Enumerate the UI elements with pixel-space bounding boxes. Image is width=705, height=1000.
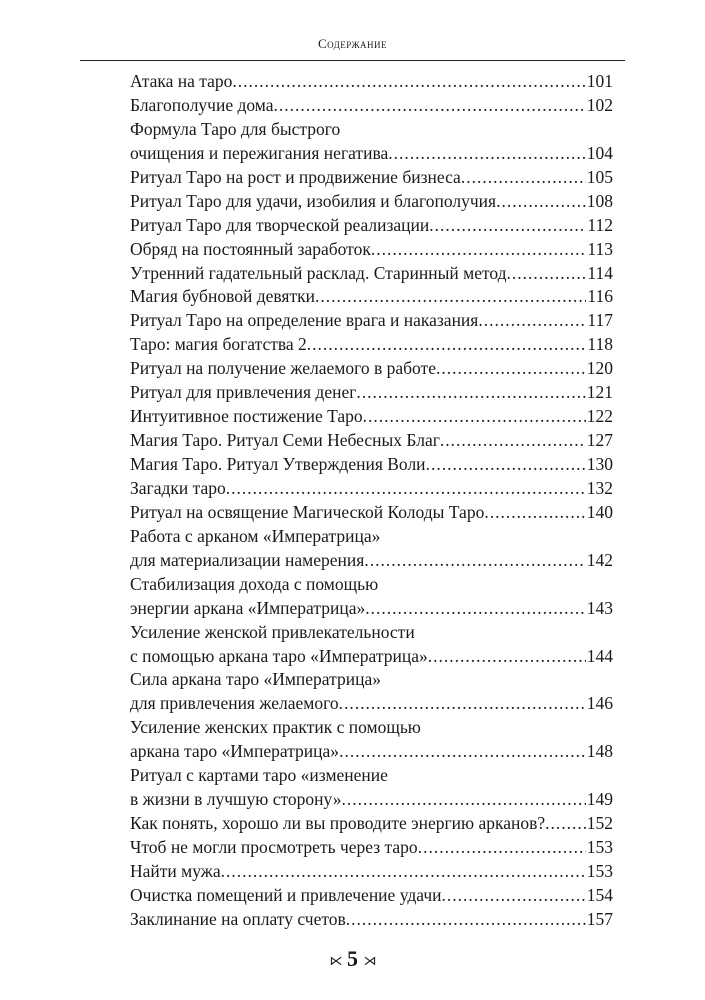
toc-entry-line (130, 357, 613, 381)
toc-entry-title: Ритуал с картами таро «изменение (130, 765, 388, 786)
toc-entry[interactable] (130, 94, 613, 118)
toc-entry-page: 118 (587, 334, 613, 355)
toc-entry-page: 116 (587, 286, 613, 307)
toc-entry-title: Как понять, хорошо ли вы проводите энергию арканов? (130, 813, 546, 834)
page-footer (0, 946, 705, 972)
toc-entry-page: 157 (586, 908, 613, 929)
toc-entry-page: 108 (586, 190, 613, 211)
toc-entry[interactable] (130, 812, 613, 836)
ornament-right-icon: ⋊ (363, 952, 376, 968)
toc-entry-page: 144 (586, 645, 613, 666)
toc-entry-page: 142 (586, 549, 613, 570)
dot-leader (363, 405, 586, 429)
toc-entry-title: Ритуал Таро для творческой реализации (130, 214, 430, 235)
dot-leader (418, 836, 586, 860)
toc-entry-page: 152 (586, 813, 613, 834)
toc-entry-line (130, 836, 613, 860)
toc-entry[interactable] (130, 884, 613, 908)
toc-entry[interactable] (130, 621, 613, 669)
toc-entry-line (130, 764, 613, 788)
toc-entry-page: 104 (586, 142, 613, 163)
dot-leader (365, 597, 586, 621)
toc-entry-title: Усиление женской привлекательности (130, 621, 415, 642)
toc-entry-line (130, 692, 613, 716)
toc-entry[interactable] (130, 860, 613, 884)
dot-leader (356, 381, 585, 405)
toc-entry[interactable] (130, 477, 613, 501)
dot-leader (371, 238, 587, 262)
toc-entry-line (130, 884, 613, 908)
toc-entry-page: 105 (586, 166, 613, 187)
toc-entry-title: Формула Таро для быстрого (130, 118, 341, 139)
toc-entry-line (130, 166, 613, 190)
dot-leader (315, 285, 586, 309)
toc-entry[interactable] (130, 214, 613, 238)
toc-entry-title: Заклинание на оплату счетов (130, 908, 346, 929)
toc-entry-line (130, 94, 613, 118)
toc-entry-title: Загадки таро (130, 477, 226, 498)
dot-leader (441, 884, 585, 908)
toc-entry-line (130, 549, 613, 573)
toc-entry-line (130, 621, 613, 645)
table-of-contents (130, 70, 613, 932)
dot-leader (429, 214, 586, 238)
toc-entry-line (130, 262, 613, 286)
toc-entry-title: Очистка помещений и привлечение удачи (130, 884, 442, 905)
toc-entry-line (130, 214, 613, 238)
toc-entry-page: 140 (586, 501, 613, 522)
toc-entry-page: 117 (587, 310, 613, 331)
toc-entry-line (130, 333, 613, 357)
toc-entry-line (130, 501, 613, 525)
toc-entry-line (130, 788, 613, 812)
toc-entry-page: 101 (586, 71, 613, 91)
toc-entry-line (130, 597, 613, 621)
toc-entry[interactable] (130, 764, 613, 812)
toc-entry-title: Благополучие дома (130, 94, 274, 115)
toc-entry-title: Ритуал на получение желаемого в работе (130, 358, 436, 379)
toc-entry-title: Ритуал Таро для удачи, изобилия и благополучия (130, 190, 497, 211)
toc-entry-line (130, 645, 613, 669)
toc-entry-title: Чтоб не могли просмотреть через таро (130, 837, 418, 857)
dot-leader (545, 812, 586, 836)
toc-entry-title: Усиление женских практик с помощью (130, 717, 421, 738)
toc-entry-page: 127 (586, 430, 613, 451)
toc-entry-page: 149 (586, 789, 613, 810)
toc-entry[interactable] (130, 573, 613, 621)
toc-entry[interactable] (130, 836, 613, 860)
toc-entry-line (130, 860, 613, 884)
toc-entry[interactable] (130, 525, 613, 573)
toc-entry-line (130, 429, 613, 453)
toc-entry-title: Стабилизация дохода с помощью (130, 573, 379, 594)
dot-leader (478, 309, 586, 333)
toc-entry-page: 153 (586, 860, 613, 881)
toc-entry-page: 114 (587, 262, 613, 283)
toc-entry[interactable] (130, 118, 613, 166)
toc-entry-page: 113 (587, 238, 613, 259)
toc-entry-line (130, 190, 613, 214)
toc-entry-page: 112 (587, 214, 613, 235)
running-header: Содержание (317, 36, 388, 51)
toc-entry[interactable] (130, 716, 613, 764)
dot-leader (232, 70, 585, 94)
toc-entry-title: Работа с арканом «Императрица» (130, 525, 381, 546)
toc-entry-page: 122 (586, 406, 613, 427)
toc-entry[interactable] (130, 357, 613, 381)
toc-entry-title: Ритуал Таро на определение врага и наказания (130, 310, 479, 331)
dot-leader (484, 501, 585, 525)
toc-entry-line (130, 740, 613, 764)
toc-entry-title: Обряд на постоянный заработок (130, 238, 371, 259)
toc-entry-line (130, 477, 613, 501)
toc-entry-page: 120 (586, 358, 613, 379)
toc-entry-title: в жизни в лучшую сторону» (130, 789, 342, 810)
toc-entry-title: Найти мужа (130, 860, 221, 881)
toc-entry-title: для привлечения желаемого (130, 693, 339, 714)
dot-leader (341, 788, 585, 812)
toc-entry-line (130, 118, 613, 142)
dot-leader (339, 740, 586, 764)
dot-leader (496, 190, 586, 214)
toc-entry-title: аркана таро «Императрица» (130, 741, 340, 762)
toc-entry-page: 130 (586, 454, 613, 474)
toc-entry-page: 143 (586, 597, 613, 618)
toc-entry-line (130, 142, 613, 166)
toc-entry[interactable] (130, 333, 613, 357)
toc-entry-title: Ритуал для привлечения денег (130, 382, 357, 403)
toc-entry-line (130, 573, 613, 597)
dot-leader (226, 477, 586, 501)
toc-entry-line (130, 405, 613, 429)
dot-leader (426, 453, 586, 477)
toc-entry-title: очищения и пережигания негатива (130, 142, 389, 163)
toc-entry-page: 148 (586, 741, 613, 762)
toc-entry[interactable] (130, 166, 613, 190)
ornament-left-icon: ⋉ (329, 952, 342, 968)
toc-entry-line (130, 668, 613, 692)
toc-entry-page: 154 (586, 884, 613, 905)
toc-entry[interactable] (130, 908, 613, 932)
dot-leader (307, 333, 587, 357)
toc-entry-line (130, 285, 613, 309)
header-rule (80, 60, 625, 61)
toc-entry[interactable] (130, 70, 613, 94)
toc-entry[interactable] (130, 453, 613, 477)
toc-entry-line (130, 525, 613, 549)
dot-leader (436, 357, 586, 381)
dot-leader (339, 692, 586, 716)
toc-entry-page: 132 (586, 477, 613, 498)
toc-entry[interactable] (130, 285, 613, 309)
toc-entry-line (130, 812, 613, 836)
toc-entry-page: 102 (586, 94, 613, 115)
dot-leader (428, 645, 586, 669)
toc-entry-title: Магия Таро. Ритуал Семи Небесных Благ (130, 430, 440, 451)
toc-entry-title: Атака на таро (130, 71, 233, 91)
toc-entry[interactable] (130, 309, 613, 333)
toc-entry-line (130, 716, 613, 740)
toc-entry-page: 121 (586, 382, 613, 403)
dot-leader (388, 142, 586, 166)
dot-leader (346, 908, 586, 932)
toc-entry-line (130, 381, 613, 405)
toc-entry-line (130, 238, 613, 262)
toc-entry[interactable] (130, 501, 613, 525)
toc-entry-title: Магия бубновой девятки (130, 286, 315, 307)
toc-entry-title: энергии аркана «Императрица» (130, 597, 366, 618)
toc-entry-line (130, 309, 613, 333)
toc-entry-title: для материализации намерения (130, 549, 365, 570)
toc-entry-line (130, 908, 613, 932)
toc-entry[interactable] (130, 429, 613, 453)
toc-entry[interactable] (130, 238, 613, 262)
toc-entry-page: 153 (586, 837, 613, 857)
dot-leader (507, 262, 587, 286)
toc-entry[interactable] (130, 262, 613, 286)
toc-entry-title: с помощью аркана таро «Императрица» (130, 645, 428, 666)
toc-entry-page: 146 (586, 693, 613, 714)
toc-entry-title: Магия Таро. Ритуал Утверждения Воли (130, 454, 426, 474)
dot-leader (440, 429, 586, 453)
dot-leader (364, 549, 585, 573)
toc-entry[interactable] (130, 190, 613, 214)
toc-entry-line (130, 70, 613, 94)
toc-entry-title: Сила аркана таро «Императрица» (130, 669, 381, 690)
dot-leader (274, 94, 586, 118)
toc-entry-title: Ритуал на освящение Магической Колоды Таро (130, 501, 485, 522)
toc-entry-title: Интуитивное постижение Таро (130, 406, 363, 427)
toc-entry[interactable] (130, 668, 613, 716)
toc-entry[interactable] (130, 405, 613, 429)
toc-entry-line (130, 453, 613, 477)
toc-entry-title: Утренний гадательный расклад. Старинный метод (130, 262, 507, 283)
toc-entry-title: Ритуал Таро на рост и продвижение бизнеса (130, 166, 461, 187)
toc-entry-title: Таро: магия богатства 2 (130, 334, 307, 355)
page-number: 5 (347, 946, 358, 971)
dot-leader (461, 166, 586, 190)
toc-entry[interactable] (130, 381, 613, 405)
dot-leader (221, 860, 586, 884)
